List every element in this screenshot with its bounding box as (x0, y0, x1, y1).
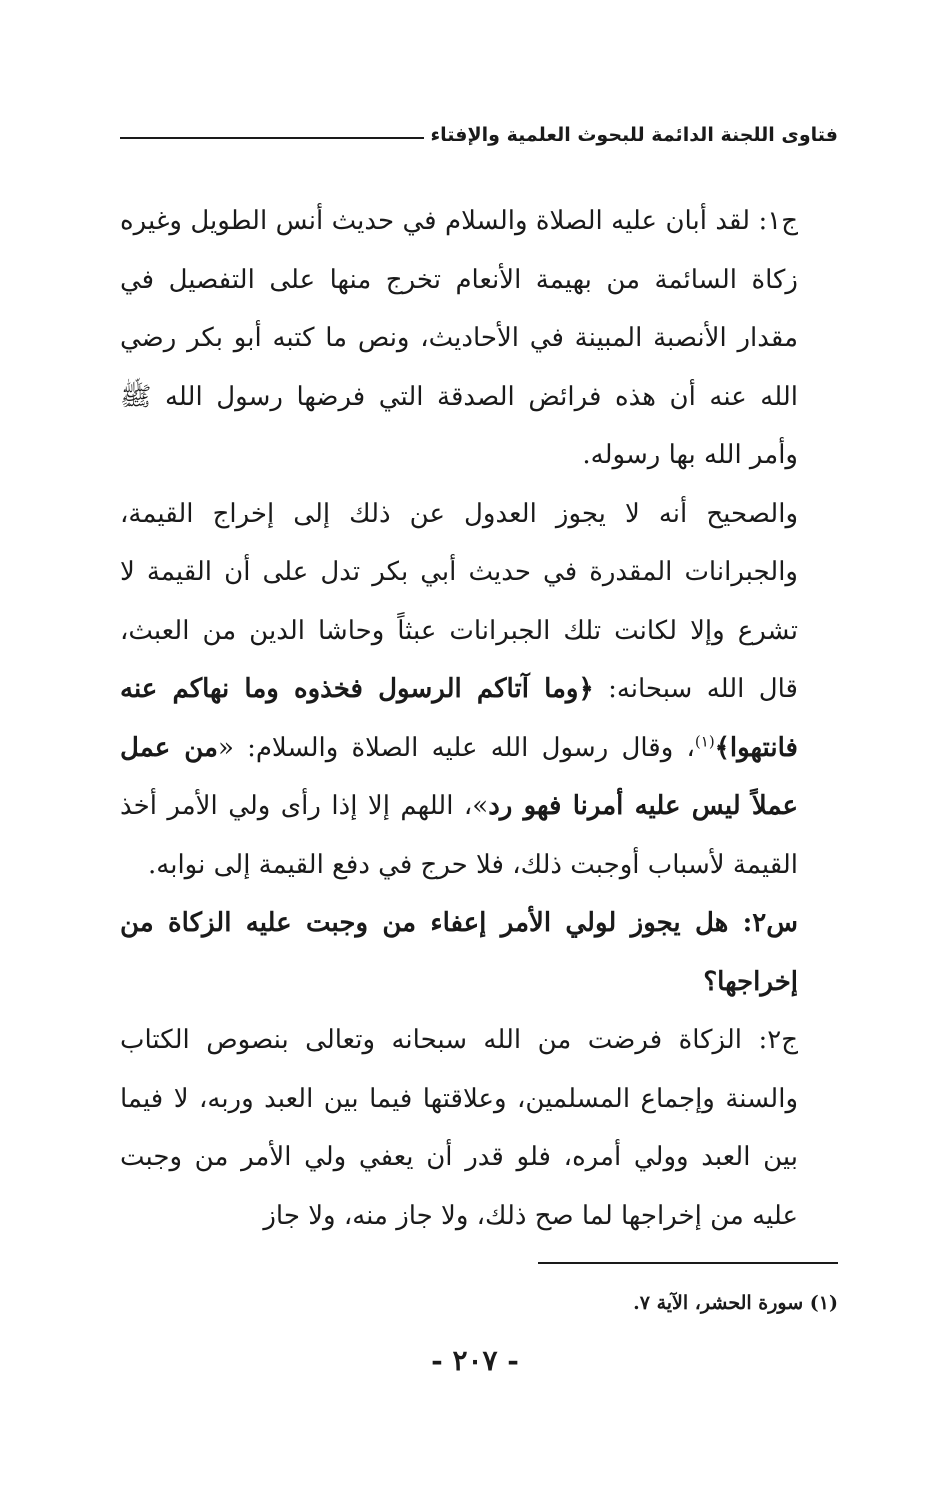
footnote-marker: (١) (694, 731, 715, 750)
answer-1-continuation-paragraph (120, 485, 838, 895)
running-header-title: فتاوى اللجنة الدائمة للبحوث العلمية والإفتاء (430, 124, 838, 146)
page-number: - ٢٠٧ - (431, 1344, 519, 1377)
answer-2-paragraph: ج٢: الزكاة فرضت من الله سبحانه وتعالى بنصوص الكتاب والسنة وإجماع المسلمين، وعلاقتها فيما بين العبد وربه، لا فيما بين العبد وولي أمره، فلو قدر أن يعفي ولي الأمر من وجبت عليه من إخراجها لما صح ذلك، ولا جاز منه، ولا جاز (120, 1025, 798, 1231)
question-2: س٢: هل يجوز لولي الأمر إعفاء من وجبت عليه الزكاة من إخراجها؟ (120, 908, 798, 997)
paragraph-text: والصحيح أنه لا يجوز العدول عن ذلك إلى إخراج القيمة، والجبرانات المقدرة في حديث أبي بكر تدل على أن القيمة لا تشرع وإلا لكانت تلك الجبرانات عبثاً وحاشا الدين من العبث، قال الله سبحانه: (120, 498, 798, 704)
quran-verse: ﴿وما آتاكم الرسول فخذوه وما نهاكم عنه فانتهوا﴾ (120, 674, 798, 763)
header-rule (120, 137, 424, 139)
paragraph-text: ، وقال رسول الله عليه الصلاة والسلام: « (217, 732, 695, 763)
main-text (120, 192, 838, 1245)
paragraph-text: »، اللهم إلا إذا رأى ولي الأمر أخذ القيمة لأسباب أوجبت ذلك، فلا حرج في دفع القيمة إلى نوابه. (120, 791, 798, 880)
answer-1-paragraph: ج١: لقد أبان عليه الصلاة والسلام في حديث أنس الطويل وغيره زكاة السائمة من بهيمة الأنعام تخرج منها على التفصيل في مقدار الأنصبة المبينة في الأحاديث، ونص ما كتبه أبو بكر رضي الله عنه أن هذه فرائض الصدقة التي فرضها رسول الله ﷺ وأمر الله بها رسوله. (120, 206, 798, 470)
footnote-rule (538, 1262, 838, 1264)
hadith-quote: من عمل عملاً ليس عليه أمرنا فهو رد (120, 732, 798, 821)
running-header (120, 118, 838, 152)
footnote: (١) سورة الحشر، الآية ٧. (633, 1292, 838, 1314)
